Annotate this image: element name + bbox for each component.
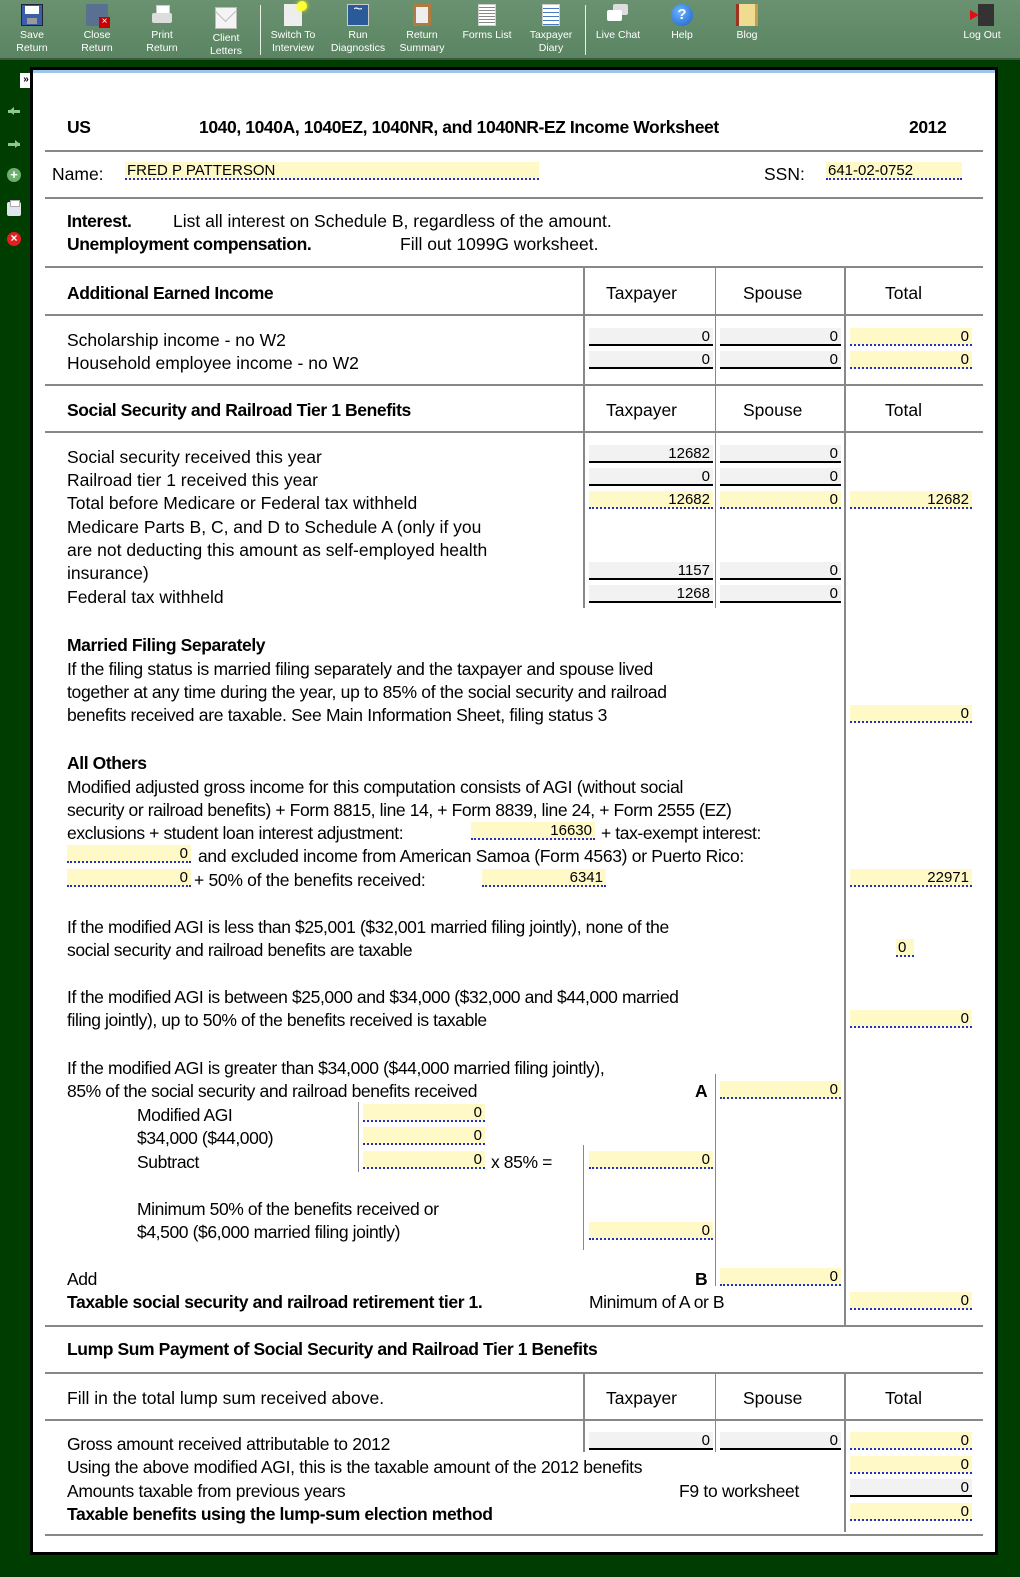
taxable-lump-label: Taxable benefits using the lump-sum election method	[67, 1504, 493, 1524]
modified-agi-label: Modified AGI	[137, 1105, 233, 1125]
question-icon: ?	[671, 4, 693, 26]
col-header-total: Total	[885, 400, 922, 420]
clipboard-icon	[413, 4, 431, 26]
col-header-taxpayer: Taxpayer	[606, 283, 678, 303]
name-label: Name:	[52, 164, 104, 184]
samoa-pr-field[interactable]: 0	[67, 869, 191, 887]
column-divider	[358, 1102, 359, 1172]
floppy-disk-icon	[21, 4, 43, 26]
threshold-label: $34,000 ($44,000)	[137, 1128, 274, 1148]
printer-icon	[151, 4, 173, 26]
printer-icon[interactable]	[7, 202, 21, 216]
divider	[45, 384, 983, 386]
all-others-text: and excluded income from American Samoa (Form 4563) or Puerto Rico:	[198, 846, 744, 866]
divider	[45, 150, 983, 152]
all-others-text: exclusions + student loan interest adjustment:	[67, 823, 404, 843]
ssn-label: SSN:	[764, 164, 805, 184]
column-divider	[715, 1074, 716, 1286]
row-label: are not deducting this amount as self-employed health	[67, 540, 488, 560]
unemployment-note: Fill out 1099G worksheet.	[400, 234, 599, 254]
gross-total-field[interactable]: 0	[850, 1432, 972, 1450]
railroad-spouse-field[interactable]: 0	[720, 468, 841, 486]
scholarship-spouse-field[interactable]: 0	[720, 328, 841, 346]
monitor-pulse-icon	[347, 4, 369, 26]
back-arrow-icon[interactable]	[7, 104, 21, 118]
taxable-lump-field[interactable]: 0	[850, 1503, 972, 1521]
min-a-or-b-label: Minimum of A or B	[589, 1292, 725, 1312]
ss-received-taxpayer-field[interactable]: 12682	[589, 445, 713, 463]
line-a-label: A	[695, 1081, 708, 1101]
threshold-field[interactable]: 0	[363, 1127, 485, 1145]
row-label: Total before Medicare or Federal tax withheld	[67, 493, 418, 513]
taxable-ss-label: Taxable social security and railroad retirement tier 1.	[67, 1292, 483, 1312]
forward-arrow-icon[interactable]	[7, 137, 21, 151]
student-loan-field[interactable]: 16630	[471, 822, 595, 840]
col-header-taxpayer: Taxpayer	[606, 1388, 678, 1408]
minimum-field[interactable]: 0	[589, 1222, 713, 1240]
forms-list-button[interactable]: Forms List	[455, 4, 519, 42]
total-before-total-field[interactable]: 12682	[850, 491, 972, 509]
column-divider	[715, 266, 716, 386]
expand-panel-button[interactable]: »	[20, 73, 32, 88]
mfs-text: together at any time during the year, up to 85% of the social security and railroad	[67, 682, 667, 702]
subtract-field[interactable]: 0	[363, 1151, 485, 1169]
minimum-text: Minimum 50% of the benefits received or	[137, 1199, 439, 1219]
col-header-spouse: Spouse	[743, 1388, 803, 1408]
col-header-taxpayer: Taxpayer	[606, 400, 678, 420]
tier-greater-text: If the modified AGI is greater than $34,000 ($44,000 married filing jointly),	[67, 1058, 605, 1078]
column-divider	[583, 384, 585, 608]
switch-to-interview-button[interactable]: Switch To Interview	[261, 4, 325, 55]
section-title-ss-benefits: Social Security and Railroad Tier 1 Benefits	[67, 400, 411, 420]
line-a-field[interactable]: 0	[720, 1081, 841, 1099]
prev-years-field[interactable]: 0	[850, 1479, 972, 1497]
tier-less-text: If the modified AGI is less than $25,001 ($32,001 married filing jointly), none of the	[67, 917, 669, 937]
scholarship-taxpayer-field[interactable]: 0	[589, 328, 713, 346]
tier-between-field[interactable]: 0	[850, 1010, 972, 1028]
lump-sum-instruction: Fill in the total lump sum received above.	[67, 1388, 385, 1408]
divider	[45, 1372, 983, 1374]
tier-greater-text: 85% of the social security and railroad benefits received	[67, 1081, 478, 1101]
f9-worksheet-link[interactable]: F9 to worksheet	[679, 1481, 799, 1501]
taxable-ss-field[interactable]: 0	[850, 1292, 972, 1310]
all-others-text: security or railroad benefits) + Form 8815, line 14, + Form 8839, line 24, + Form 2555 (EZ)	[67, 800, 732, 820]
tier-between-text: If the modified AGI is between $25,000 and $34,000 ($32,000 and $44,000 married	[67, 987, 679, 1007]
document-list-icon	[478, 4, 496, 26]
household-total-field[interactable]: 0	[850, 351, 972, 369]
tax-year: 2012	[909, 117, 947, 137]
divider	[45, 1534, 983, 1536]
lump-sum-title: Lump Sum Payment of Social Security and Railroad Tier 1 Benefits	[67, 1339, 598, 1359]
fed-withheld-spouse-field[interactable]: 0	[720, 585, 841, 603]
mfs-title: Married Filing Separately	[67, 635, 266, 655]
column-divider	[844, 266, 846, 1326]
col-header-spouse: Spouse	[743, 283, 803, 303]
mfs-total-field[interactable]: 0	[850, 705, 972, 723]
household-taxpayer-field[interactable]: 0	[589, 351, 713, 369]
exit-door-icon	[978, 4, 994, 26]
print-return-button[interactable]: Print Return	[130, 4, 194, 55]
unemployment-label: Unemployment compensation.	[67, 234, 312, 254]
all-others-title: All Others	[67, 753, 147, 773]
log-out-button[interactable]: Log Out	[950, 4, 1014, 42]
subtract-label: Subtract	[137, 1152, 199, 1172]
worksheet-page	[30, 67, 998, 1555]
scroll-quill-icon	[736, 4, 758, 26]
row-label: Social security received this year	[67, 447, 322, 467]
times-85-label: x 85% =	[491, 1152, 552, 1172]
railroad-taxpayer-field[interactable]: 0	[589, 468, 713, 486]
save-return-button[interactable]: Save Return	[0, 4, 64, 55]
half-benefits-field[interactable]: 6341	[482, 869, 606, 887]
add-circle-icon[interactable]: +	[7, 168, 21, 182]
run-diagnostics-button[interactable]: ~ Run Diagnostics	[326, 4, 390, 55]
section-title-additional-earned: Additional Earned Income	[67, 283, 274, 303]
total-before-taxpayer-field[interactable]: 12682	[589, 491, 713, 509]
line-b-field[interactable]: 0	[720, 1268, 841, 1286]
all-others-text: + 50% of the benefits received:	[194, 870, 426, 890]
prev-years-label: Amounts taxable from previous years	[67, 1481, 346, 1501]
gross-spouse-field[interactable]: 0	[720, 1432, 841, 1450]
modified-agi-total-field[interactable]: 22971	[850, 869, 972, 887]
column-divider	[715, 384, 716, 608]
divider	[45, 1325, 983, 1327]
chat-bubbles-icon	[607, 4, 629, 26]
medicare-taxpayer-field[interactable]: 1157	[589, 562, 713, 580]
interest-note: List all interest on Schedule B, regardless of the amount.	[173, 211, 612, 231]
medicare-spouse-field[interactable]: 0	[720, 562, 841, 580]
add-label: Add	[67, 1269, 97, 1289]
minimum-text: $4,500 ($6,000 married filing jointly)	[137, 1222, 401, 1242]
column-divider	[583, 266, 585, 386]
interview-icon	[284, 4, 302, 26]
folder-close-icon	[86, 4, 108, 26]
mfs-text: If the filing status is married filing separately and the taxpayer and spouse lived	[67, 659, 653, 679]
all-others-text: + tax-exempt interest:	[601, 823, 761, 843]
row-label: insurance)	[67, 563, 149, 583]
return-summary-button[interactable]: Return Summary	[390, 4, 454, 55]
taxpayer-diary-button[interactable]: Taxpayer Diary	[519, 4, 583, 55]
col-header-total: Total	[885, 1388, 922, 1408]
taxable-2012-label: Using the above modified AGI, this is the taxable amount of the 2012 benefits	[67, 1457, 643, 1477]
tier-between-text: filing jointly), up to 50% of the benefits received is taxable	[67, 1010, 487, 1030]
divider	[45, 314, 983, 316]
total-before-spouse-field[interactable]: 0	[720, 491, 841, 509]
household-spouse-field[interactable]: 0	[720, 351, 841, 369]
ss-received-spouse-field[interactable]: 0	[720, 445, 841, 463]
close-return-button[interactable]: × Close Return	[65, 4, 129, 55]
divider	[45, 431, 983, 433]
taxable-2012-field[interactable]: 0	[850, 1456, 972, 1474]
name-field[interactable]: FRED P PATTERSON	[125, 162, 539, 180]
column-divider	[844, 1372, 846, 1532]
toolbar	[0, 0, 1020, 60]
row-label: Scholarship income - no W2	[67, 330, 286, 350]
gross-label: Gross amount received attributable to 2012	[67, 1434, 391, 1454]
envelope-icon	[215, 7, 237, 29]
client-letters-button[interactable]: Client Letters	[194, 4, 258, 58]
live-chat-button[interactable]: Live Chat	[586, 4, 650, 42]
blog-button[interactable]: Blog	[715, 4, 779, 42]
row-label: Medicare Parts B, C, and D to Schedule A (only if you	[67, 517, 482, 537]
col-header-total: Total	[885, 283, 922, 303]
gross-taxpayer-field[interactable]: 0	[589, 1432, 713, 1450]
delete-circle-icon[interactable]: ×	[7, 232, 21, 246]
column-divider	[583, 1372, 585, 1452]
interest-label: Interest.	[67, 211, 132, 231]
page-title: 1040, 1040A, 1040EZ, 1040NR, and 1040NR-EZ Income Worksheet	[199, 117, 719, 137]
column-divider	[583, 1145, 584, 1250]
divider	[45, 197, 983, 199]
ssn-field[interactable]: 641-02-0752	[826, 162, 962, 180]
jurisdiction: US	[67, 117, 91, 137]
scholarship-total-field[interactable]: 0	[850, 328, 972, 346]
tax-exempt-field[interactable]: 0	[67, 845, 191, 863]
tier-less-text: social security and railroad benefits are taxable	[67, 940, 413, 960]
column-divider	[715, 1372, 716, 1452]
divider	[45, 1419, 983, 1421]
row-label: Railroad tier 1 received this year	[67, 470, 318, 490]
help-button[interactable]: ? Help	[671, 6, 693, 41]
notepad-pencil-icon	[542, 4, 560, 26]
fed-withheld-taxpayer-field[interactable]: 1268	[589, 585, 713, 603]
mfs-text: benefits received are taxable. See Main Information Sheet, filing status 3	[67, 705, 608, 725]
modified-agi-field[interactable]: 0	[363, 1104, 485, 1122]
tier-less-field[interactable]: 0	[896, 939, 914, 957]
row-label: Federal tax withheld	[67, 587, 224, 607]
all-others-text: Modified adjusted gross income for this computation consists of AGI (without social	[67, 777, 684, 797]
line-b-label: B	[695, 1269, 708, 1289]
times-85-field[interactable]: 0	[589, 1151, 713, 1169]
divider	[45, 266, 983, 268]
col-header-spouse: Spouse	[743, 400, 803, 420]
row-label: Household employee income - no W2	[67, 353, 359, 373]
